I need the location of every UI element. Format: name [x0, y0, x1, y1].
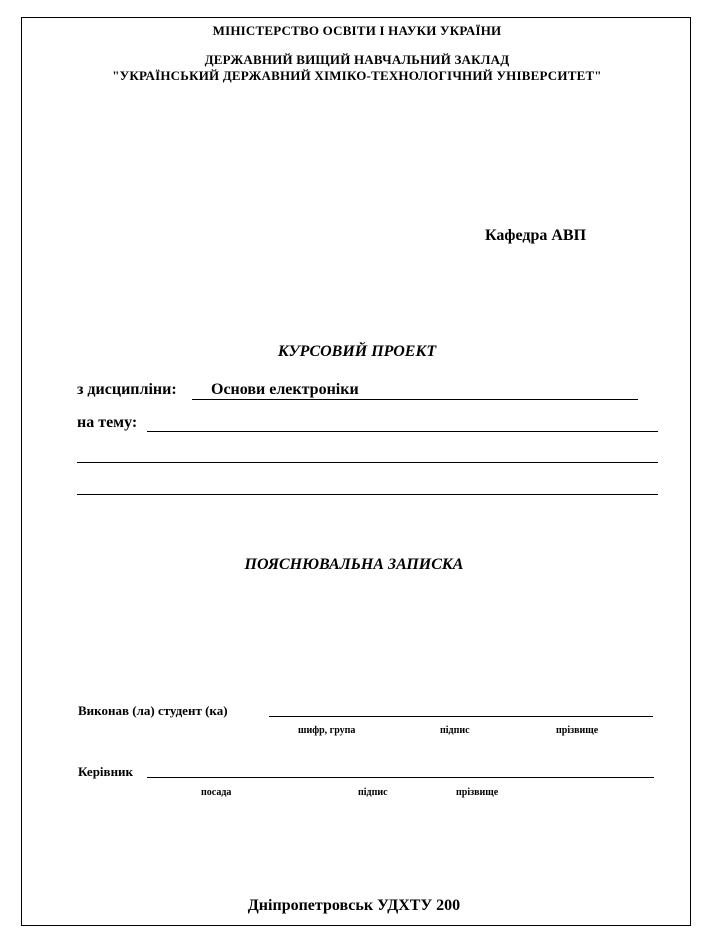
discipline-value[interactable]: Основи електроніки [211, 381, 359, 398]
university-heading: "УКРАЇНСЬКИЙ ДЕРЖАВНИЙ ХІМІКО-ТЕХНОЛОГІЧНИЙ УНІВЕРСИТЕТ" [112, 68, 602, 83]
supervisor-caption-position: посада [201, 787, 232, 798]
supervisor-line[interactable] [147, 777, 654, 778]
student-caption-surname: прізвище [556, 725, 599, 736]
page-border [21, 17, 691, 926]
topic-line-3[interactable] [77, 494, 658, 495]
supervisor-caption-signature: підпис [358, 787, 388, 798]
department-label: Кафедра АВП [485, 227, 587, 244]
student-line[interactable] [269, 716, 653, 717]
discipline-label: з дисципліни: [77, 381, 177, 398]
project-title: КУРСОВИЙ ПРОЕКТ [277, 343, 437, 360]
ministry-heading: МІНІСТЕРСТВО ОСВІТИ І НАУКИ УКРАЇНИ [212, 23, 502, 38]
supervisor-label: Керівник [78, 764, 134, 779]
topic-line-1[interactable] [147, 431, 658, 432]
footer-city-year: Дніпропетровськ УДХТУ 200 [247, 897, 461, 914]
topic-line-2[interactable] [77, 462, 658, 463]
student-caption-signature: підпис [440, 725, 470, 736]
student-caption-code-group: шифр, група [298, 725, 356, 736]
topic-label: на тему: [77, 414, 138, 431]
document-title: ПОЯСНЮВАЛЬНА ЗАПИСКА [244, 556, 464, 573]
discipline-underline [192, 399, 638, 400]
supervisor-caption-surname: прізвище [456, 787, 499, 798]
student-label: Виконав (ла) студент (ка) [78, 703, 228, 718]
institution-heading: ДЕРЖАВНИЙ ВИЩИЙ НАВЧАЛЬНИЙ ЗАКЛАД [204, 52, 510, 67]
